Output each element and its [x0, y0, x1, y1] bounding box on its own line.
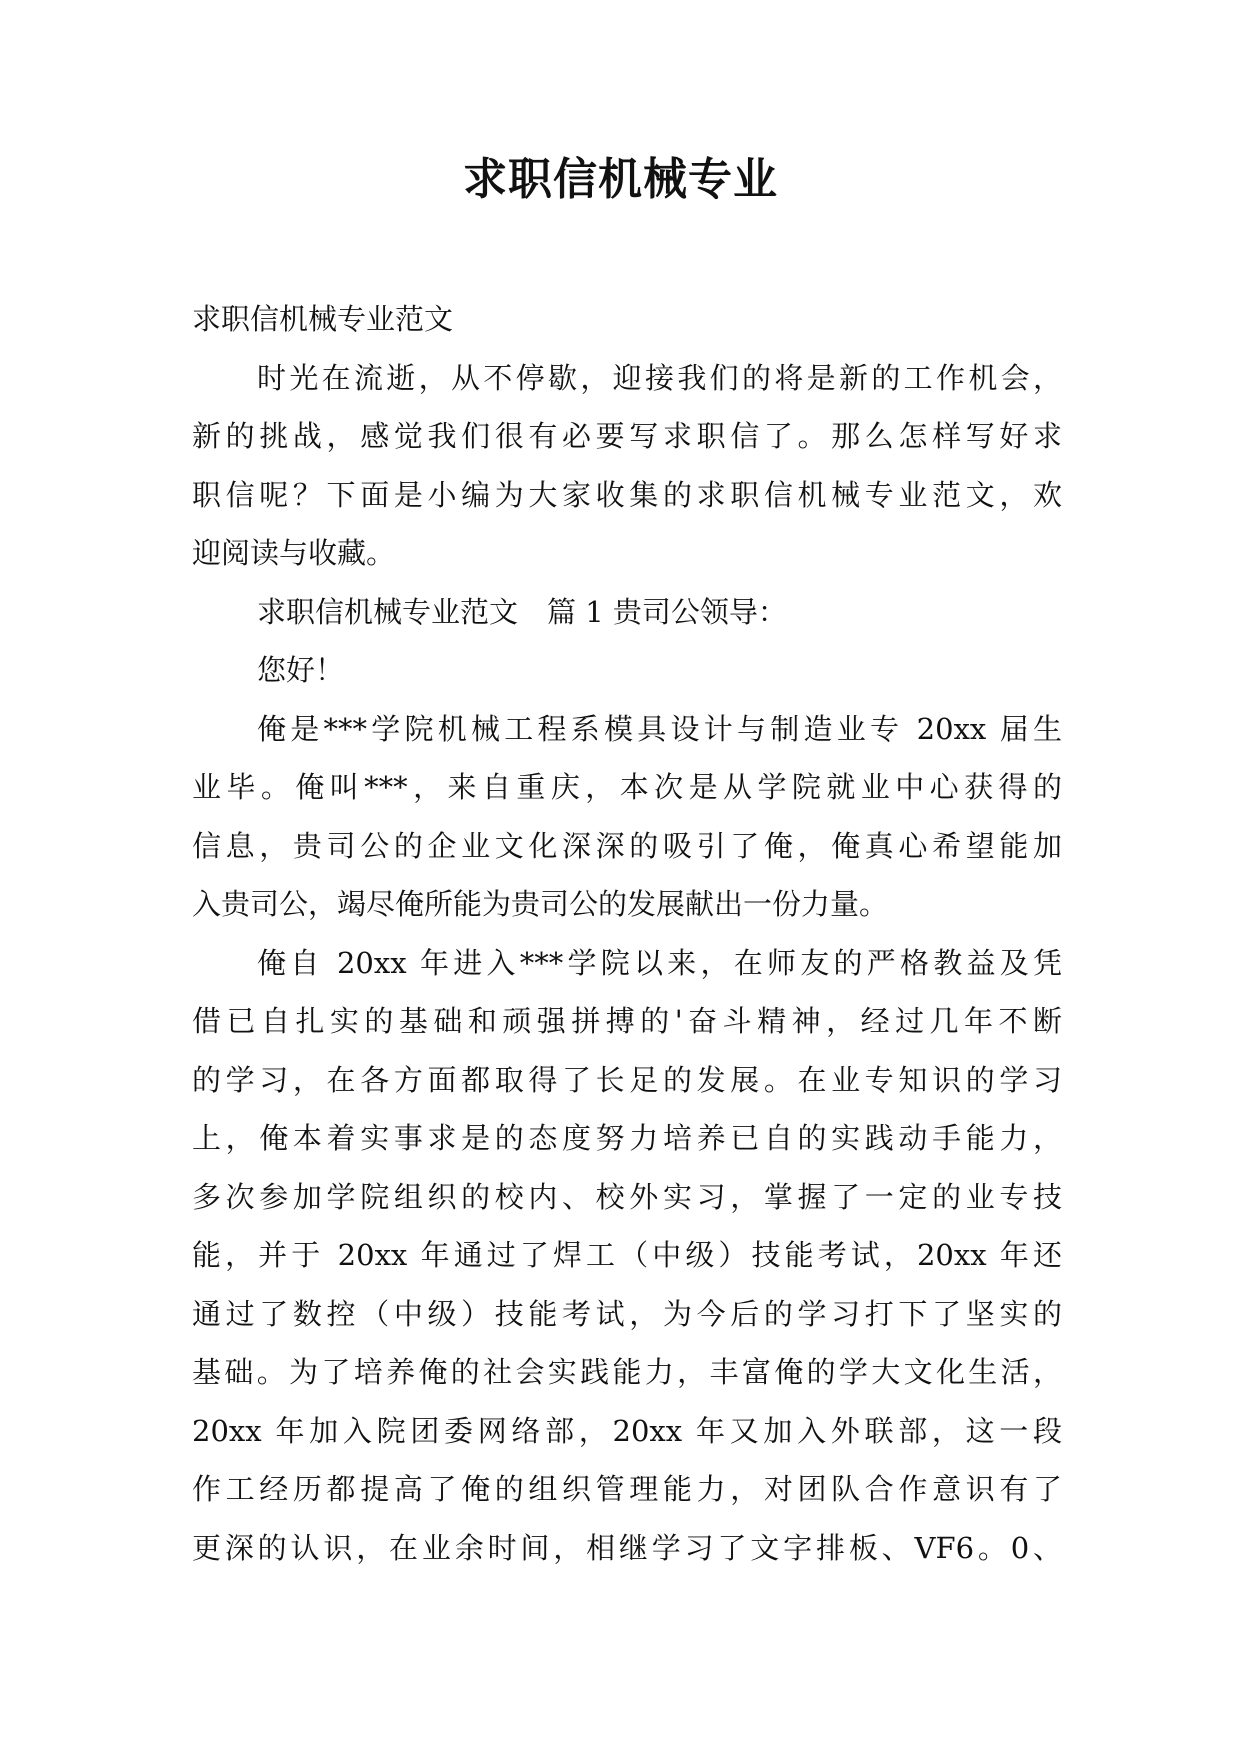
body-line: 上，俺本着实事求是的态度努力培养已自的实践动手能力， [192, 1121, 1062, 1155]
body-line: 的学习，在各方面都取得了长足的发展。在业专知识的学习 [192, 1062, 1062, 1097]
body-line: 作工经历都提高了俺的组织管理能力，对团队合作意识有了 [192, 1472, 1062, 1506]
body-line: 通过了数控（中级）技能考试，为今后的学习打下了坚实的 [192, 1296, 1062, 1331]
document-title: 求职信机械专业 [463, 154, 778, 205]
body-line: 入贵司公，竭尽俺所能为贵司公的发展献出一份力量。 [192, 887, 889, 921]
body-line: 多次参加学院组织的校内、校外实习，掌握了一定的业专技 [192, 1179, 1062, 1214]
body-line: 20xx 年加入院团委网络部，20xx 年又加入外联部，这一段 [192, 1413, 1062, 1448]
document-body [192, 290, 1062, 1577]
body-line: 信息，贵司公的企业文化深深的吸引了俺，俺真心希望能加 [192, 828, 1062, 863]
body-line: 求职信机械专业范文 篇 1 贵司公领导： [257, 594, 787, 629]
body-line: 能，并于 20xx 年通过了焊工（中级）技能考试，20xx 年还 [192, 1238, 1062, 1272]
body-line: 借已自扎实的基础和顽强拼搏的'奋斗精神，经过几年不断 [192, 1004, 1062, 1038]
body-line: 时光在流逝，从不停歇，迎接我们的将是新的工作机会， [257, 360, 1062, 395]
document-subtitle: 求职信机械专业范文 [192, 302, 454, 336]
body-line: 迎阅读与收藏。 [192, 536, 396, 570]
body-line: 您好！ [257, 653, 345, 687]
body-line: 基础。为了培养俺的社会实践能力，丰富俺的学大文化生活， [192, 1355, 1062, 1389]
body-line: 职信呢？下面是小编为大家收集的求职信机械专业范文，欢 [192, 477, 1062, 512]
body-line: 业毕。俺叫***，来自重庆，本次是从学院就业中心获得的 [192, 770, 1062, 804]
body-line: 俺自 20xx 年进入***学院以来，在师友的严格教益及凭 [257, 945, 1062, 980]
body-line: 俺是***学院机械工程系模具设计与制造业专 20xx 届生 [257, 711, 1062, 746]
body-line: 新的挑战，感觉我们很有必要写求职信了。那么怎样写好求 [192, 419, 1062, 453]
body-line: 更深的认识，在业余时间，相继学习了文字排板、VF6。0、 [192, 1530, 1062, 1565]
body-lines [192, 349, 1062, 1578]
